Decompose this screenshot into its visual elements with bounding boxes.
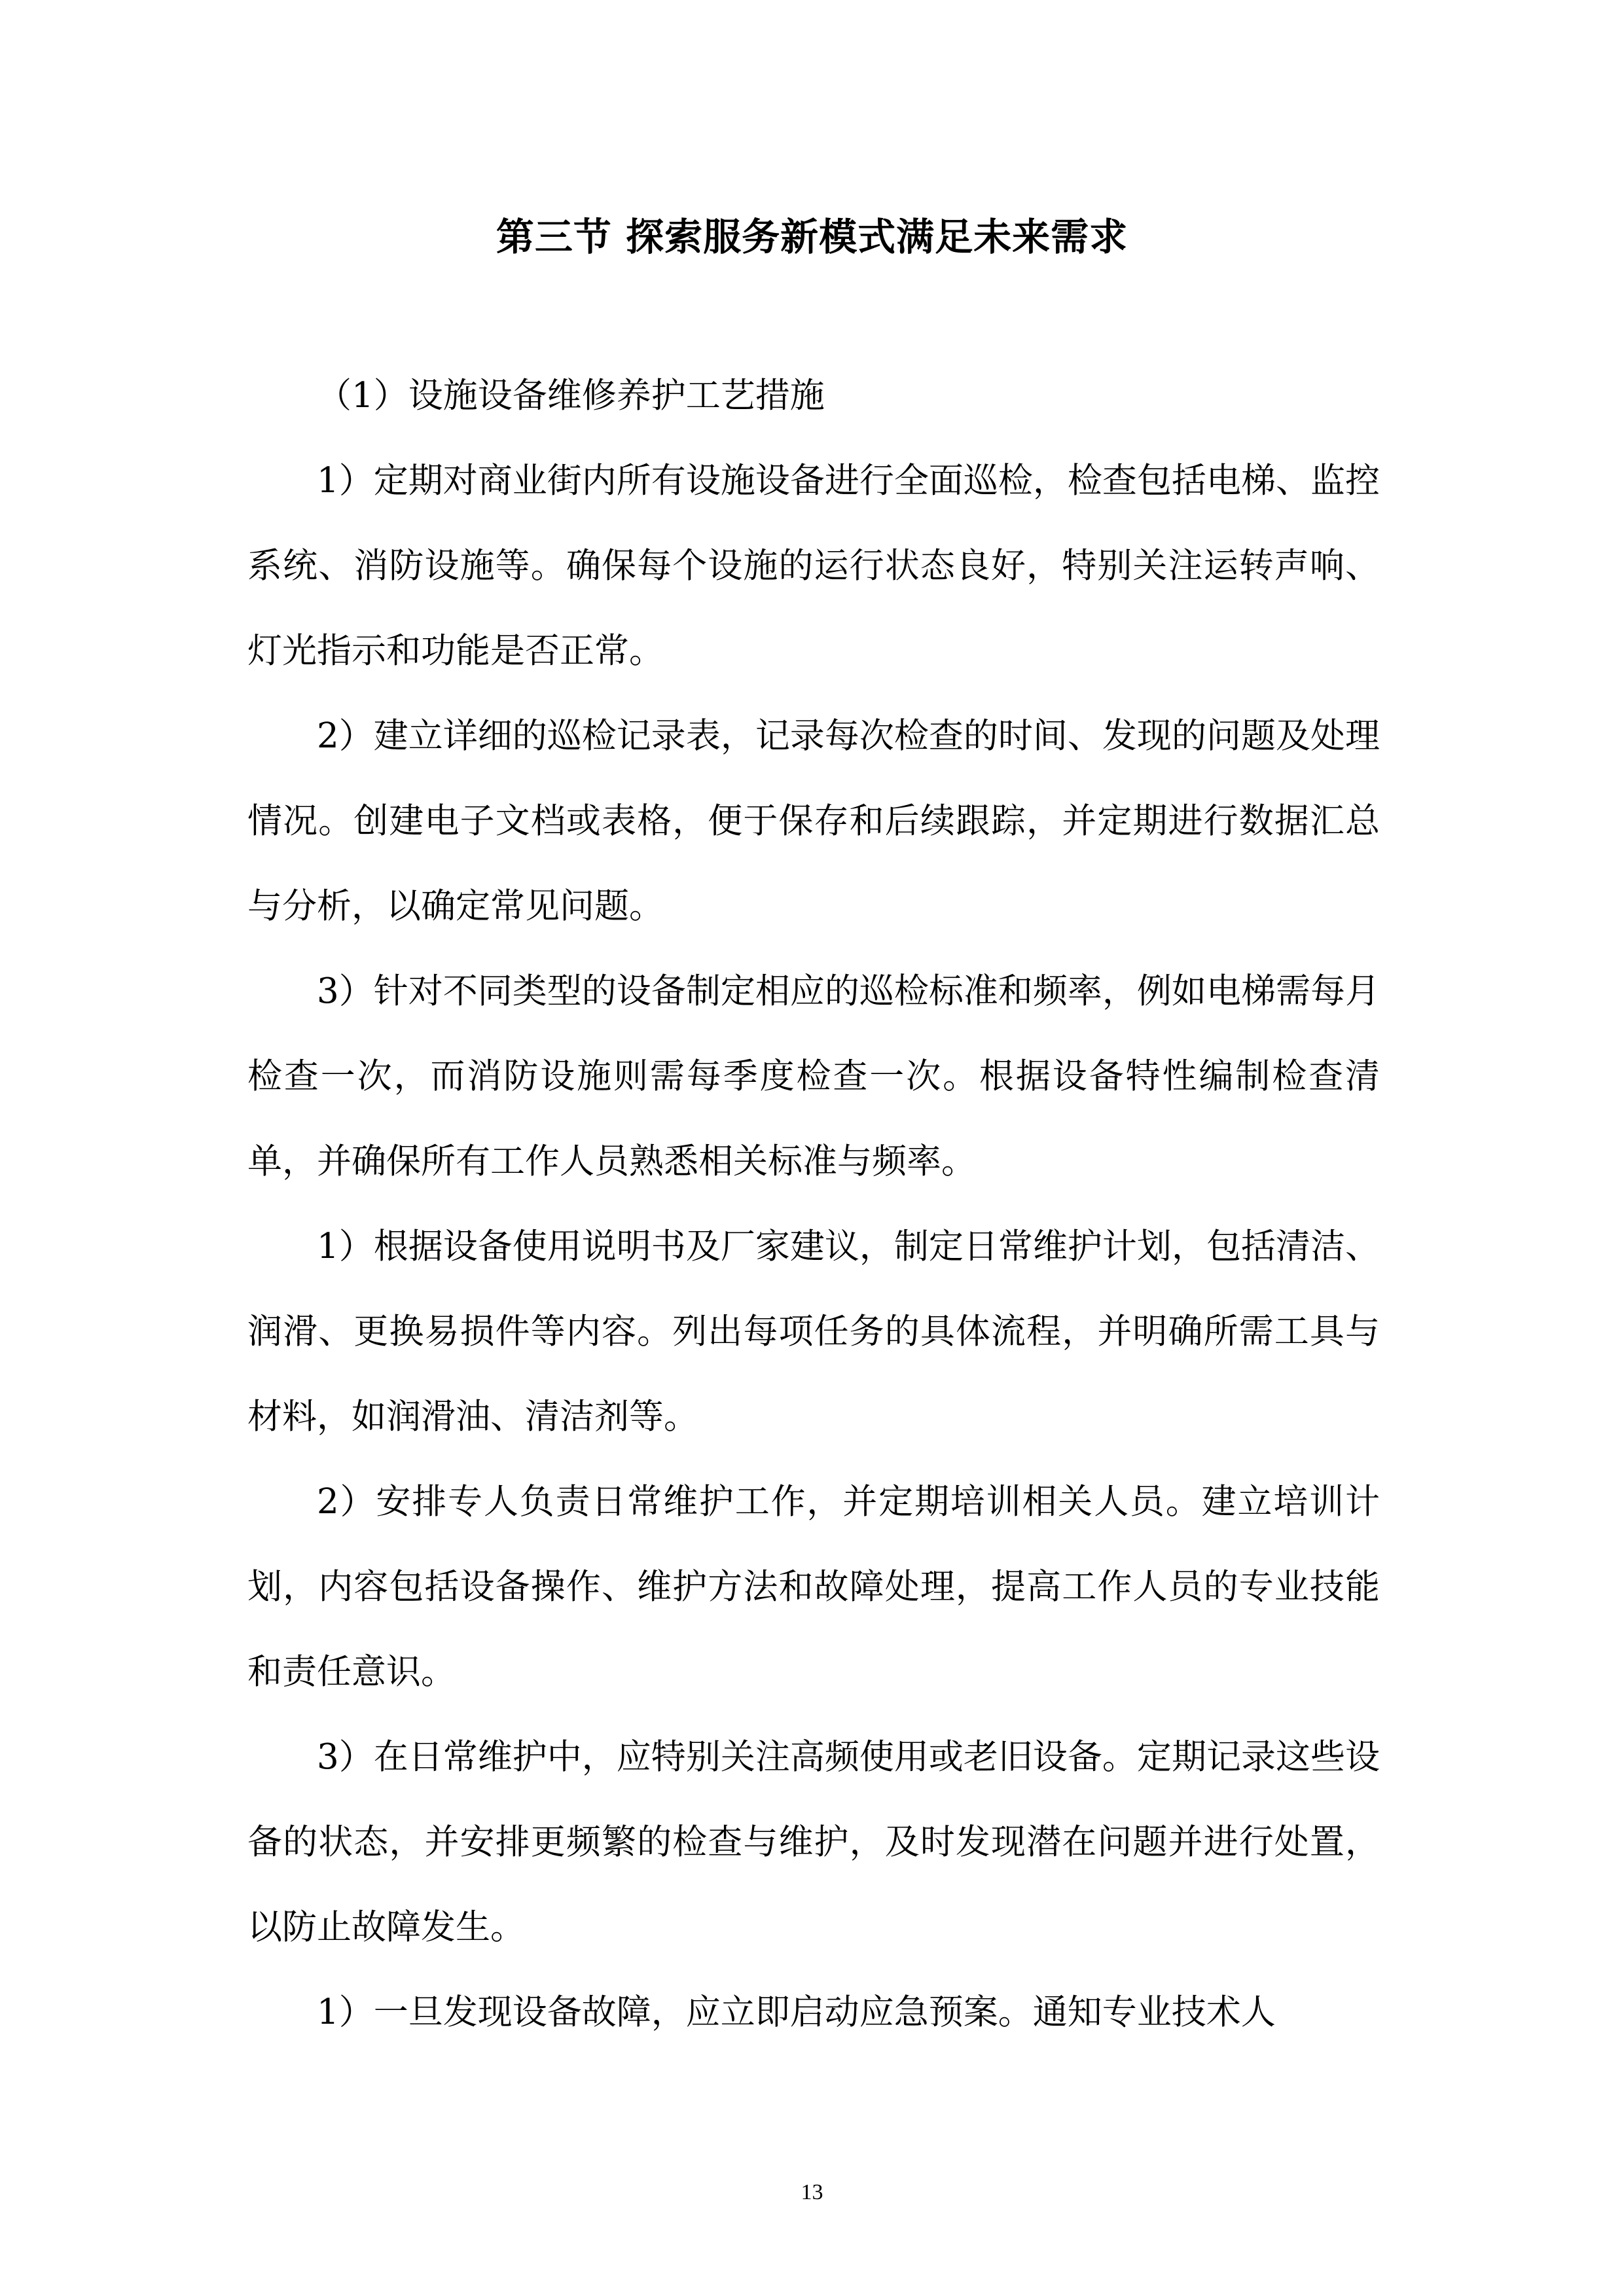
body-text: [247, 353, 1380, 2055]
paragraph: 3）针对不同类型的设备制定相应的巡检标准和频率，例如电梯需每月检查一次，而消防设施则需每季度检查一次。根据设备特性编制检查清单，并确保所有工作人员熟悉相关标准与频率。: [247, 971, 1380, 1181]
paragraph: 2）安排专人负责日常维护工作，并定期培训相关人员。建立培训计划，内容包括设备操作、维护方法和故障处理，提高工作人员的专业技能和责任意识。: [247, 1482, 1380, 1692]
paragraph: 2）建立详细的巡检记录表，记录每次检查的时间、发现的问题及处理情况。创建电子文档或表格，便于保存和后续跟踪，并定期进行数据汇总与分析，以确定常见问题。: [247, 716, 1380, 926]
paragraph: 3）在日常维护中，应特别关注高频使用或老旧设备。定期记录这些设备的状态，并安排更频繁的检查与维护，及时发现潜在问题并进行处置，以防止故障发生。: [247, 1737, 1380, 1947]
paragraph: 1）一旦发现设备故障，应立即启动应急预案。通知专业技术人: [317, 1992, 1276, 2032]
page-number: 13: [801, 2180, 823, 2204]
paragraph: 1）根据设备使用说明书及厂家建议，制定日常维护计划，包括清洁、润滑、更换易损件等内容。列出每项任务的具体流程，并明确所需工具与材料，如润滑油、清洁剂等。: [247, 1227, 1380, 1437]
paragraph: 1）定期对商业街内所有设施设备进行全面巡检，检查包括电梯、监控系统、消防设施等。确保每个设施的运行状态良好，特别关注运转声响、灯光指示和功能是否正常。: [247, 461, 1380, 671]
section-title: 第三节 探索服务新模式满足未来需求: [496, 215, 1128, 259]
subheading: （1）设施设备维修养护工艺措施: [317, 376, 825, 416]
